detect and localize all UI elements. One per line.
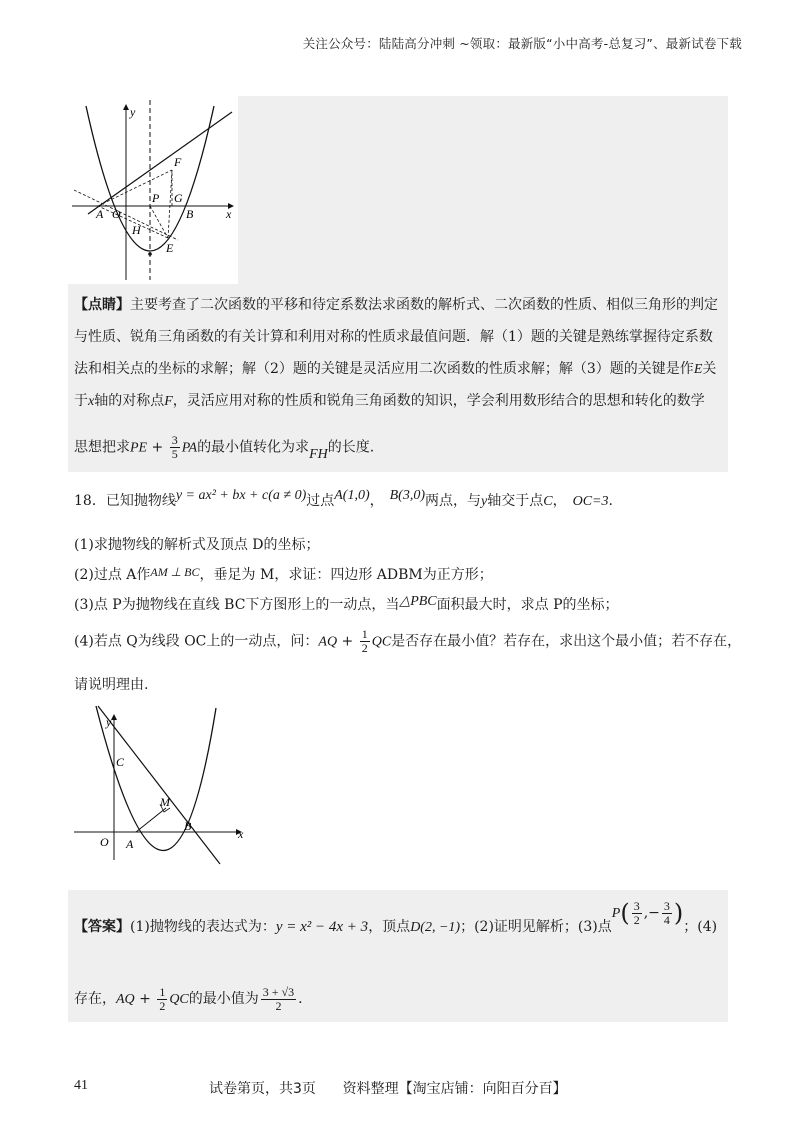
fraction-3-5 [170, 434, 180, 461]
q2-math: AM ⊥ BC [150, 565, 200, 579]
answer-text-b2: 的最小值为 [188, 991, 259, 1007]
tangent-line [88, 112, 232, 214]
dianjing-text-3-end: 关 [702, 361, 717, 377]
label-B: B [184, 819, 192, 833]
dianjing-line-5 [74, 434, 374, 461]
answer-var-AQ: AQ [116, 992, 135, 1007]
dianjing-text-3: 法和相关点的坐标的求解；解（2）题的关键是灵活应用二次函数的性质求解；解（3）题的关键是作 [74, 361, 694, 377]
answer-text-b1: 存在， [74, 991, 116, 1007]
label-G: G [174, 191, 183, 205]
half-num: 1 [159, 984, 166, 999]
frac-num: 3 [171, 433, 178, 447]
q4-fraction [360, 628, 370, 655]
py-den: 4 [663, 912, 670, 927]
var-F: F [164, 394, 173, 409]
y-axis-arrow [123, 104, 129, 110]
answer-text-3: ；(2)证明见解析；(3)点 [460, 919, 612, 935]
page-header: 关注公众号：陆陆高分冲刺 ~领取：最新版“小中高考-总复习”、最新试卷下载 [302, 36, 742, 51]
dianjing-line-1 [74, 294, 718, 314]
min-den: 2 [275, 998, 282, 1013]
answer-vertex: D(2, −1) [410, 920, 461, 935]
p18-point-B: B(3,0) [389, 488, 426, 503]
answer-tag: 【答案】 [74, 919, 130, 935]
answer-text-4: ；(4) [683, 919, 718, 935]
dianjing-text-5b: 的最小值转化为求 [197, 439, 310, 456]
dianjing-text-5c: 的长度. [327, 439, 375, 456]
q4-frac-num: 1 [361, 627, 368, 641]
label-E: E [166, 241, 174, 255]
answer-point-P [612, 898, 684, 929]
q4-text-b: 是否存在最小值？若存在，求出这个最小值；若不存在， [391, 633, 742, 650]
question-1: (1)求抛物线的解析式及顶点 D的坐标； [74, 537, 320, 553]
q4-text-a: (4)若点 Q为线段 OC上的一动点，问： [74, 633, 319, 650]
px-den: 2 [633, 912, 640, 927]
var-PA: PA [181, 440, 198, 456]
label-A: A [96, 207, 104, 221]
var-P: P [611, 906, 621, 921]
problem-18-intro [74, 490, 613, 510]
dianjing-line-2: 与性质、锐角三角函数的有关计算和利用对称的性质求最值问题．解（1）题的关键是熟练掌握待定系数 [74, 329, 713, 345]
answer-line-2 [74, 984, 303, 1015]
question-4 [74, 628, 741, 655]
py-frac [662, 900, 672, 927]
figure-2-graph [70, 704, 250, 874]
p18-text-a: 18．已知抛物线 [74, 493, 176, 509]
figure-1-graph [68, 96, 238, 284]
label-B: B [186, 207, 194, 221]
construction-line-3 [168, 170, 172, 238]
answer-text-b3: . [298, 991, 303, 1007]
dianjing-text-5a: 思想把求 [74, 439, 130, 456]
label-O: O [112, 207, 121, 221]
label-x: x [226, 207, 232, 221]
dianjing-tag: 【点睛】 [74, 297, 130, 313]
q4-var-AQ: AQ [318, 634, 338, 650]
segment-AM [136, 808, 166, 832]
p18-text-b: 过点 [306, 493, 335, 509]
var-x: x [88, 394, 95, 409]
p18-var-C: C [543, 494, 553, 509]
label-C: C [116, 755, 125, 769]
p18-comma: ， [369, 493, 384, 509]
q4-frac-den: 2 [361, 641, 368, 655]
line-BC [98, 706, 220, 864]
question-2 [74, 564, 493, 584]
footer-center: 试卷第页，共3页 资料整理【淘宝店铺：向阳百分百】 [209, 1081, 567, 1097]
label-x: x [238, 827, 244, 841]
q3-text-a: (3)点 P为抛物线在直线 BC下方图形上的一动点，当 [74, 597, 400, 613]
label-O: O [100, 835, 109, 849]
figure-1 [68, 96, 238, 284]
answer-text-2: ，顶点 [368, 919, 411, 935]
answer-half-frac [157, 986, 167, 1013]
q4-var-QC: QC [371, 634, 392, 650]
q2-text-a: (2)过点 A作 [74, 567, 151, 583]
dianjing-line-4 [74, 390, 705, 410]
frac-den: 5 [171, 447, 178, 461]
p18-text-c: 两点，与 [425, 493, 482, 509]
p18-point-A: A(1,0) [334, 488, 370, 503]
page-number: 41 [74, 1078, 88, 1093]
question-4-cont: 请说明理由. [74, 677, 149, 693]
answer-plus: + [134, 991, 156, 1007]
answer-equation: y = x² − 4x + 3 [275, 919, 369, 935]
q3-math: △PBC [399, 594, 437, 609]
answer-line-1 [74, 898, 718, 943]
answer-text-1: (1)抛物线的表达式为： [130, 919, 276, 935]
label-y: y [130, 105, 136, 119]
p-comma: ,− [643, 905, 660, 921]
p18-period: . [608, 493, 613, 509]
label-P: P [152, 191, 160, 205]
q3-text-b: 面积最大时，求点 P的坐标； [436, 597, 619, 613]
dianjing-text-4c: ，灵活应用对称的性质和锐角三角函数的知识，学会利用数形结合的思想和转化的数学 [172, 393, 705, 409]
open-paren: ( [620, 899, 630, 927]
construction-line-2 [98, 170, 172, 206]
construction-line-4 [150, 206, 168, 238]
dianjing-line-3 [74, 358, 716, 378]
p18-comma-2: ， [552, 493, 567, 509]
dianjing-text-4a: 于 [74, 393, 88, 409]
px-frac [632, 900, 642, 927]
q2-text-b: ，垂足为 M，求证：四边形 ADBM为正方形； [199, 567, 493, 583]
plus-sign: + [147, 439, 168, 456]
figure-2 [70, 704, 250, 874]
close-paren: ) [673, 899, 684, 927]
label-M: M [160, 795, 170, 809]
px-num: 3 [633, 898, 640, 913]
dianjing-text-1: 主要考查了二次函数的平移和待定系数法求函数的解析式、二次函数的性质、相似三角形的判定 [130, 297, 718, 313]
py-num: 3 [663, 898, 670, 913]
answer-var-QC: QC [169, 992, 189, 1007]
p18-equation: y = ax² + bx + c(a ≠ 0) [175, 488, 307, 503]
half-den: 2 [159, 998, 166, 1013]
p18-text-d: 轴交于点 [487, 493, 544, 509]
q4-plus: + [337, 633, 358, 650]
p18-var-y: y [481, 494, 488, 509]
min-num: 3 + √3 [262, 984, 295, 999]
label-A: A [126, 837, 134, 851]
question-3 [74, 594, 619, 614]
vertex-dot [148, 252, 152, 256]
label-F: F [174, 155, 182, 169]
p18-oc: OC=3 [572, 494, 609, 509]
y-axis-arrow [111, 714, 117, 720]
answer-min-frac [261, 986, 296, 1013]
var-PE: PE [130, 440, 148, 456]
label-H: H [132, 223, 141, 237]
label-y: y [106, 715, 112, 729]
var-FH: FH [309, 446, 328, 462]
dianjing-text-4b: 轴的对称点 [94, 393, 165, 409]
var-E: E [693, 362, 703, 377]
